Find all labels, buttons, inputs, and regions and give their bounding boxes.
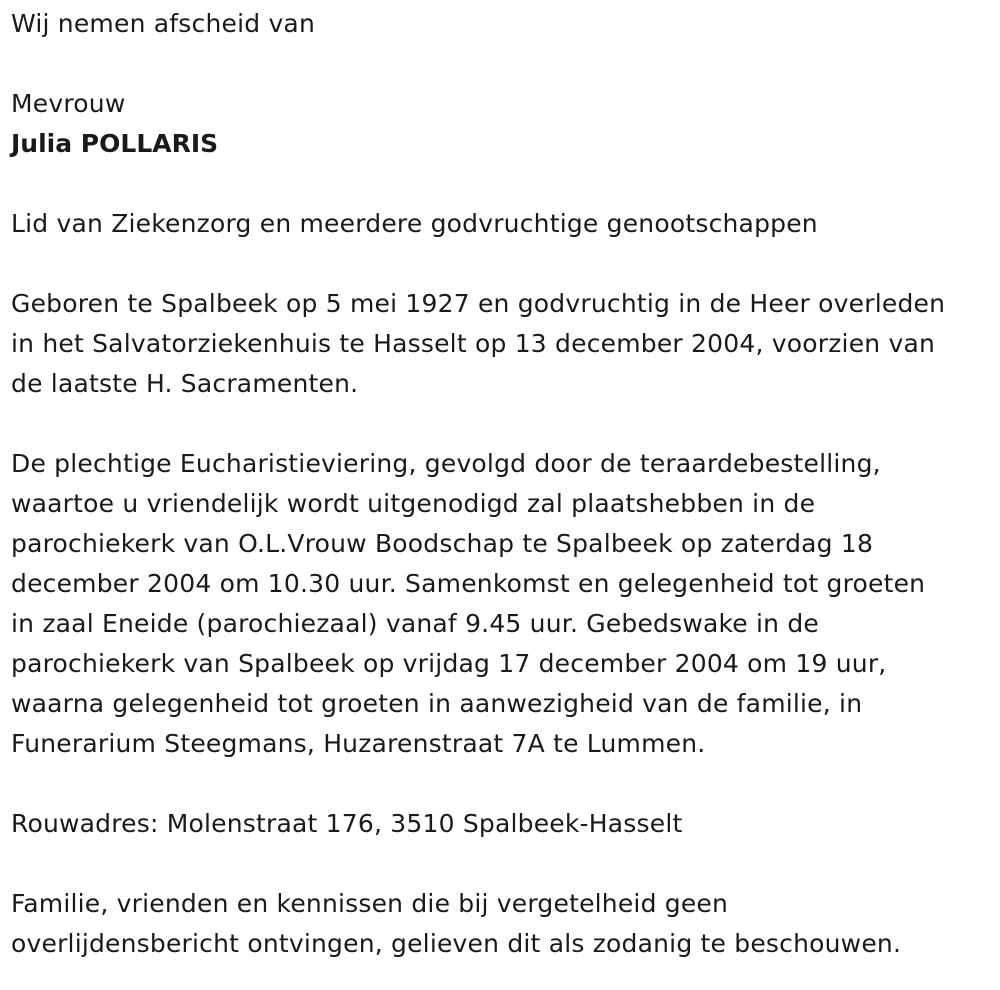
spacer [11, 404, 996, 444]
intro-line: Wij nemen afscheid van [11, 9, 315, 38]
ceremony-paragraph: De plechtige Eucharistieviering, gevolgd door de teraardebestelling, waartoe u vriendelijk wordt uitgenodigd zal plaatshebben in de parochiekerk van O.L.Vrouw Boodschap te Spalbeek op zaterdag 18 december 2004 om 10.30 uur. Samenkomst en gelegenheid tot groeten in zaal Eneide (parochiezaal) vanaf 9.45 uur. Gebedswake in de parochiekerk van Spalbeek op vrijdag 17 december 2004 om 19 uur, waarna gelegenheid tot groeten in aanwezigheid van de familie, in Funerarium Steegmans, Huzarenstraat 7A te Lummen. [11, 449, 926, 758]
spacer [11, 164, 996, 204]
spacer [11, 764, 996, 804]
spacer [11, 244, 996, 284]
death-notice [11, 4, 996, 964]
salutation: Mevrouw [11, 89, 126, 118]
deceased-name: Julia POLLARIS [11, 129, 219, 158]
spacer [11, 44, 996, 84]
membership-line: Lid van Ziekenzorg en meerdere godvruchtige genootschappen [11, 209, 818, 238]
birth-death-paragraph: Geboren te Spalbeek op 5 mei 1927 en godvruchtig in de Heer overleden in het Salvatorziekenhuis te Hasselt op 13 december 2004, voorzien van de laatste H. Sacramenten. [11, 289, 946, 398]
closing-paragraph: Familie, vrienden en kennissen die bij vergetelheid geen overlijdensbericht ontvingen, gelieven dit als zodanig te beschouwen. [11, 889, 902, 958]
mourning-address: Rouwadres: Molenstraat 176, 3510 Spalbeek-Hasselt [11, 809, 683, 838]
spacer [11, 844, 996, 884]
